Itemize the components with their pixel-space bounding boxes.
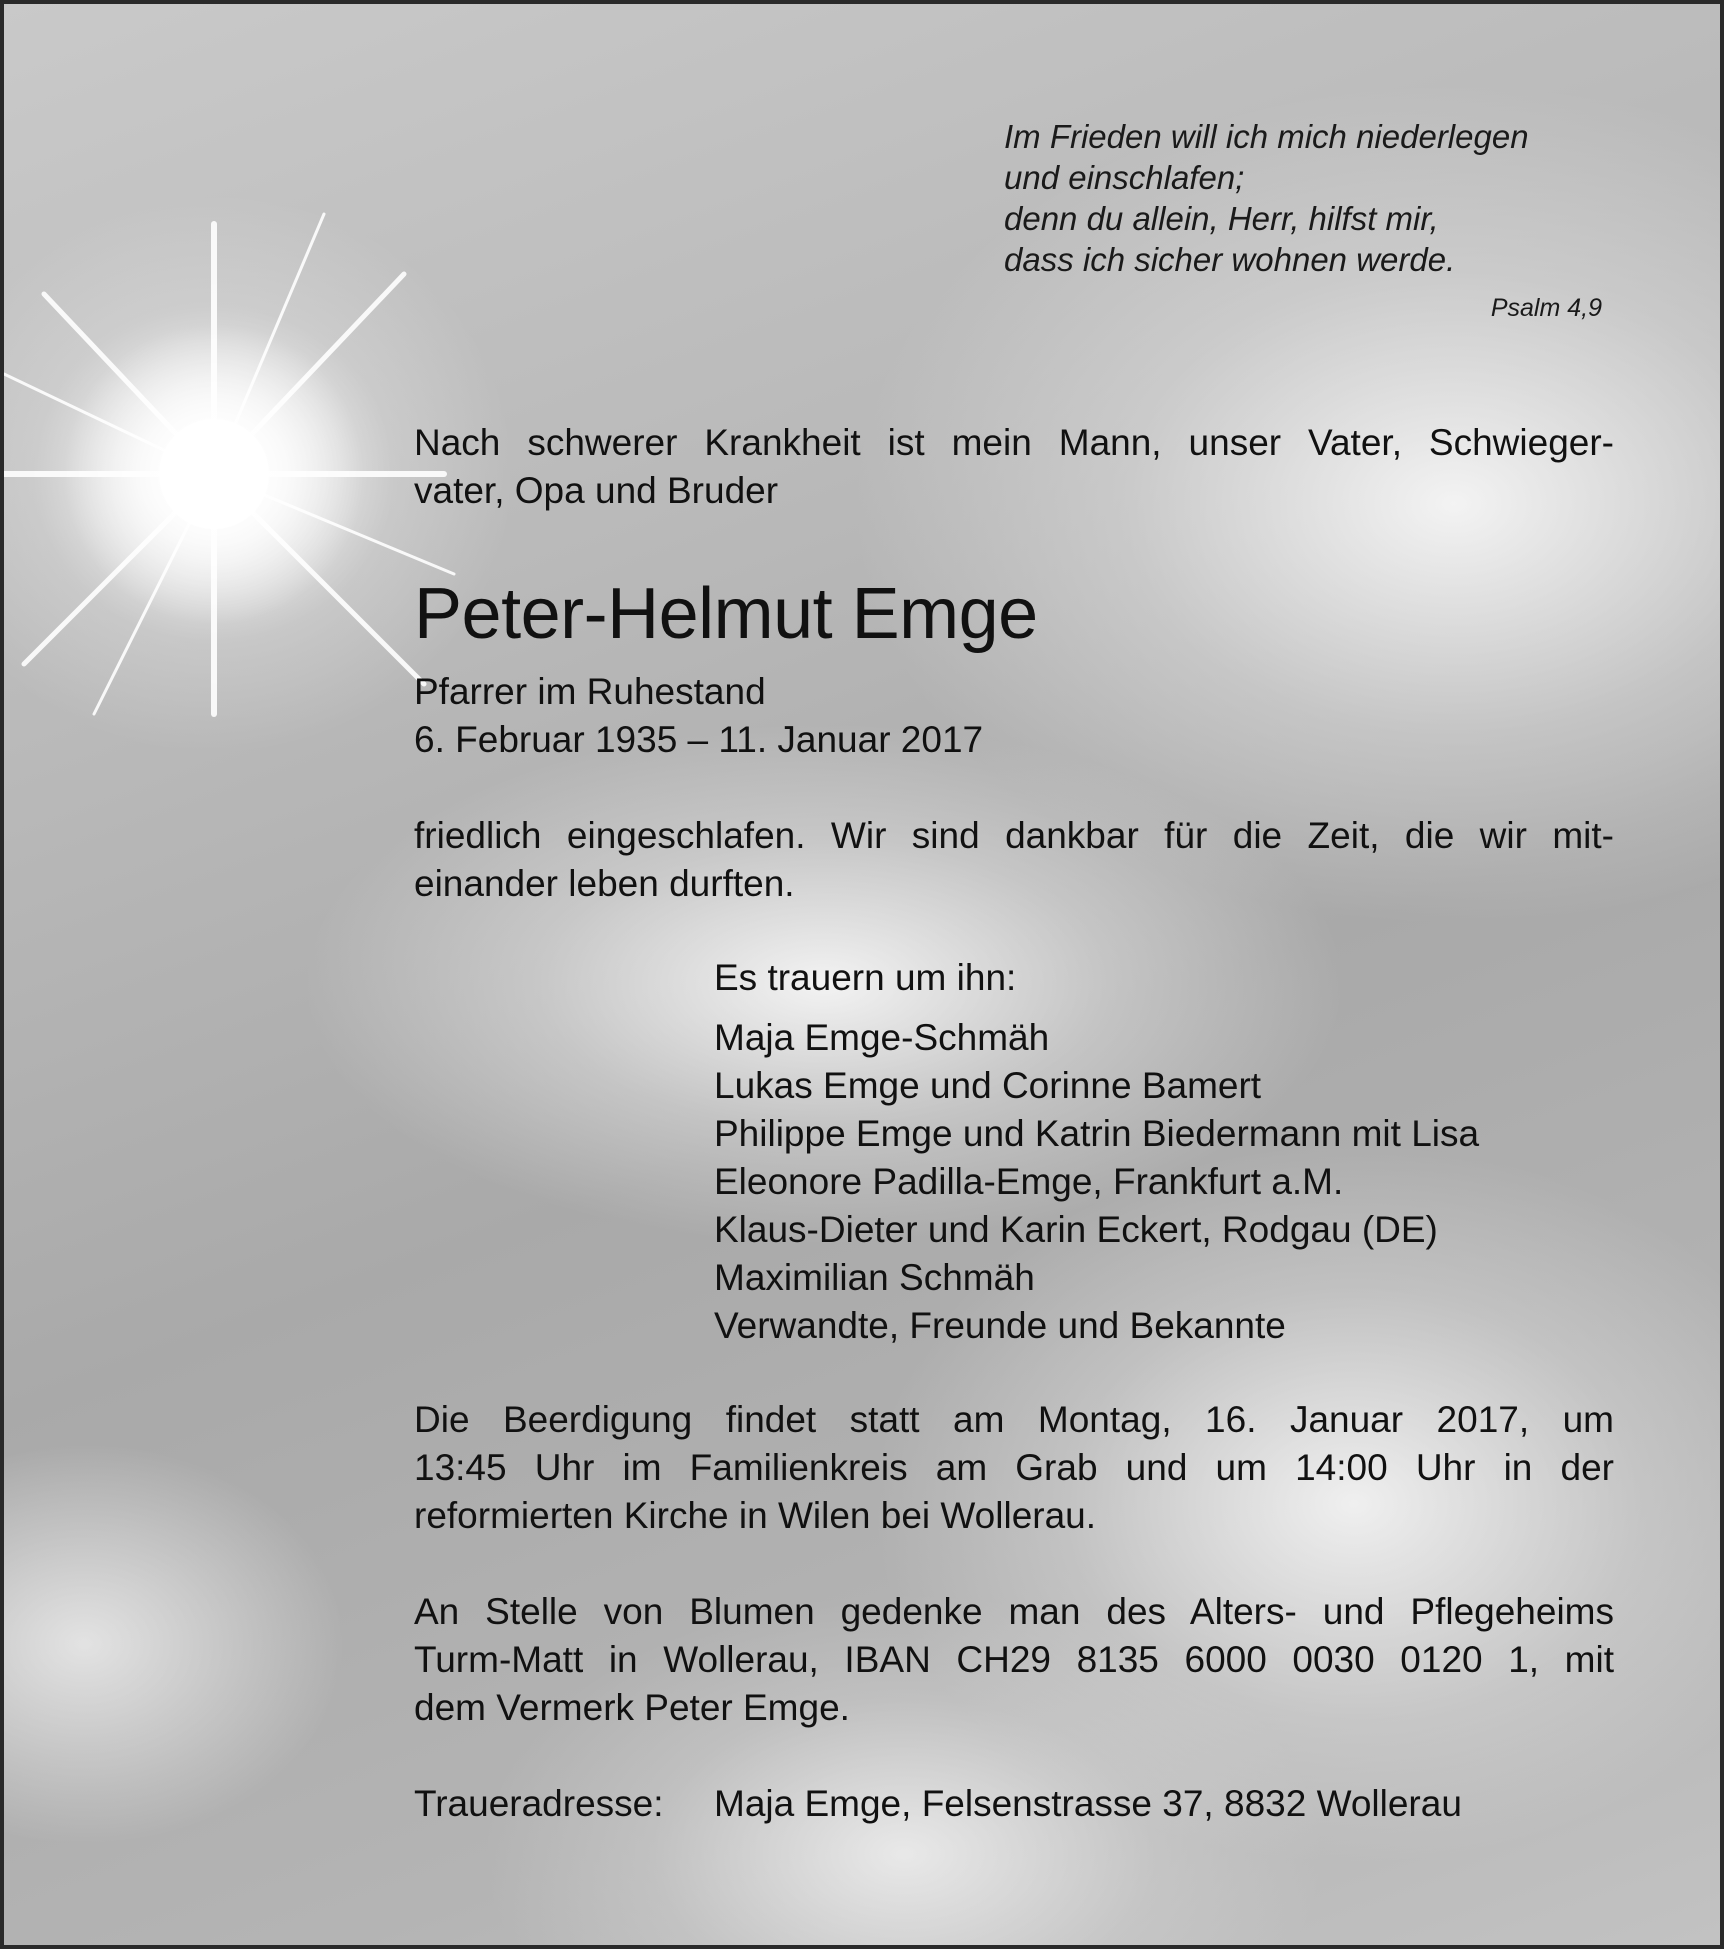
sun-image (4, 204, 464, 724)
peaceful-line: einander leben durften. (414, 863, 795, 904)
mourner-name: Maja Emge-Schmäh (714, 1017, 1050, 1058)
mourners-heading: Es trauern um ihn: (714, 957, 1017, 998)
donation-line: An Stelle von Blumen gedenke man des Alters- und Pflegeheims (414, 1591, 1614, 1632)
intro-line: vater, Opa und Bruder (414, 470, 779, 511)
mourner-name: Eleonore Padilla-Emge, Frankfurt a.M. (714, 1161, 1344, 1202)
psalm-line: denn du allein, Herr, hilfst mir, (1004, 200, 1439, 237)
deceased-title: Pfarrer im Ruhestand (414, 671, 766, 712)
psalm-reference: Psalm 4,9 (1490, 294, 1602, 322)
donation-paragraph (414, 1588, 1614, 1732)
psalm-quote (1004, 116, 1614, 280)
address-value: Maja Emge, Felsenstrasse 37, 8832 Wollerau (714, 1783, 1462, 1824)
peaceful-paragraph (414, 812, 1614, 908)
peaceful-line: friedlich eingeschlafen. Wir sind dankbar für die Zeit, die wir mit- (414, 815, 1614, 856)
intro-paragraph (414, 419, 1614, 515)
mourner-name: Verwandte, Freunde und Bekannte (714, 1305, 1286, 1346)
mourner-name: Klaus-Dieter und Karin Eckert, Rodgau (DE) (714, 1209, 1438, 1250)
funeral-paragraph (414, 1396, 1614, 1540)
mourners-list (714, 954, 1479, 1350)
mourner-name: Maximilian Schmäh (714, 1257, 1035, 1298)
intro-line: Nach schwerer Krankheit ist mein Mann, unser Vater, Schwieger- (414, 422, 1614, 463)
deceased-details (414, 668, 1614, 764)
funeral-line: reformierten Kirche in Wilen bei Wollerau. (414, 1495, 1097, 1536)
deceased-name: Peter-Helmut Emge (414, 574, 1038, 654)
psalm-line: und einschlafen; (1004, 159, 1245, 196)
mourner-name: Lukas Emge und Corinne Bamert (714, 1065, 1262, 1106)
mourning-address (414, 1780, 1462, 1828)
deceased-dates: 6. Februar 1935 – 11. Januar 2017 (414, 719, 984, 760)
psalm-line: dass ich sicher wohnen werde. (1004, 241, 1456, 278)
funeral-line: Die Beerdigung findet statt am Montag, 16. Januar 2017, um (414, 1399, 1614, 1440)
donation-line: Turm-Matt in Wollerau, IBAN CH29 8135 6000 0030 0120 1, mit (414, 1639, 1614, 1680)
funeral-line: 13:45 Uhr im Familienkreis am Grab und um 14:00 Uhr in der (414, 1447, 1614, 1488)
donation-line: dem Vermerk Peter Emge. (414, 1687, 850, 1728)
address-label: Traueradresse: (414, 1783, 664, 1824)
mourner-name: Philippe Emge und Katrin Biedermann mit Lisa (714, 1113, 1480, 1154)
psalm-line: Im Frieden will ich mich niederlegen (1004, 118, 1529, 155)
